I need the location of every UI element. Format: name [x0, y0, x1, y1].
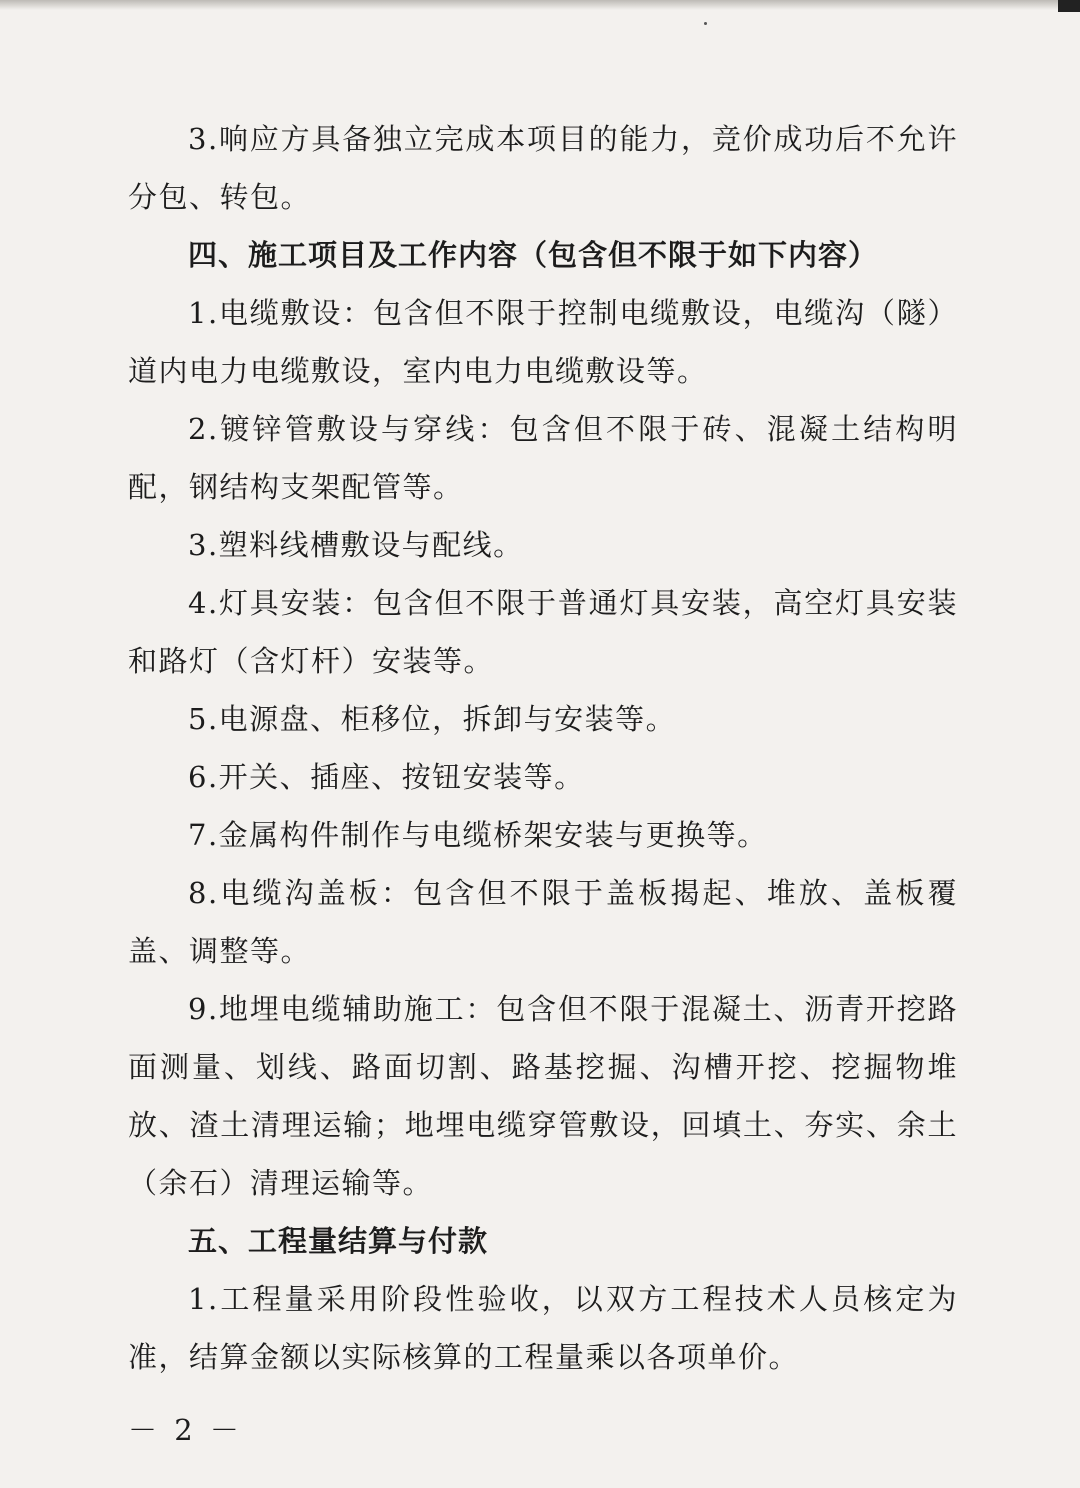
item-4-lamp-installation: 4.灯具安装：包含但不限于普通灯具安装，高空灯具安装和路灯（含灯杆）安装等。: [128, 586, 958, 678]
item-3-plastic-trunking: 3.塑料线槽敷设与配线。: [188, 528, 524, 562]
scan-corner-mark: [1058, 0, 1080, 12]
document-body: [128, 110, 958, 1386]
page-number: － 2 －: [128, 1413, 243, 1447]
clause-3-subcontract: 3.响应方具备独立完成本项目的能力，竞价成功后不允许分包、转包。: [128, 122, 958, 214]
item-9-buried-cable: 9.地埋电缆辅助施工：包含但不限于混凝土、沥青开挖路面测量、划线、路面切割、路基挖掘、沟槽开挖、挖掘物堆放、渣土清理运输；地埋电缆穿管敷设，回填土、夯实、余土（余石）清理运输等。: [128, 992, 958, 1200]
item-5-power-cabinet: 5.电源盘、柜移位，拆卸与安装等。: [188, 702, 677, 736]
item-2-galvanized-pipe: 2.镀锌管敷设与穿线：包含但不限于砖、混凝土结构明配，钢结构支架配管等。: [128, 412, 958, 504]
item-1-cable-laying: 1.电缆敷设：包含但不限于控制电缆敷设，电缆沟（隧）道内电力电缆敷设，室内电力电缆敷设等。: [128, 296, 958, 388]
settlement-item-1: 1.工程量采用阶段性验收，以双方工程技术人员核定为准，结算金额以实际核算的工程量乘以各项单价。: [128, 1282, 958, 1374]
page-top-edge: [0, 0, 1080, 10]
scan-speck: [704, 22, 707, 25]
item-8-trench-cover: 8.电缆沟盖板：包含但不限于盖板揭起、堆放、盖板覆盖、调整等。: [128, 876, 958, 968]
section-5-heading: 五、工程量结算与付款: [188, 1224, 489, 1258]
item-6-switches-sockets: 6.开关、插座、按钮安装等。: [188, 760, 585, 794]
item-7-metal-components: 7.金属构件制作与电缆桥架安装与更换等。: [188, 818, 768, 852]
section-4-heading: 四、施工项目及工作内容（包含但不限于如下内容）: [188, 238, 879, 272]
